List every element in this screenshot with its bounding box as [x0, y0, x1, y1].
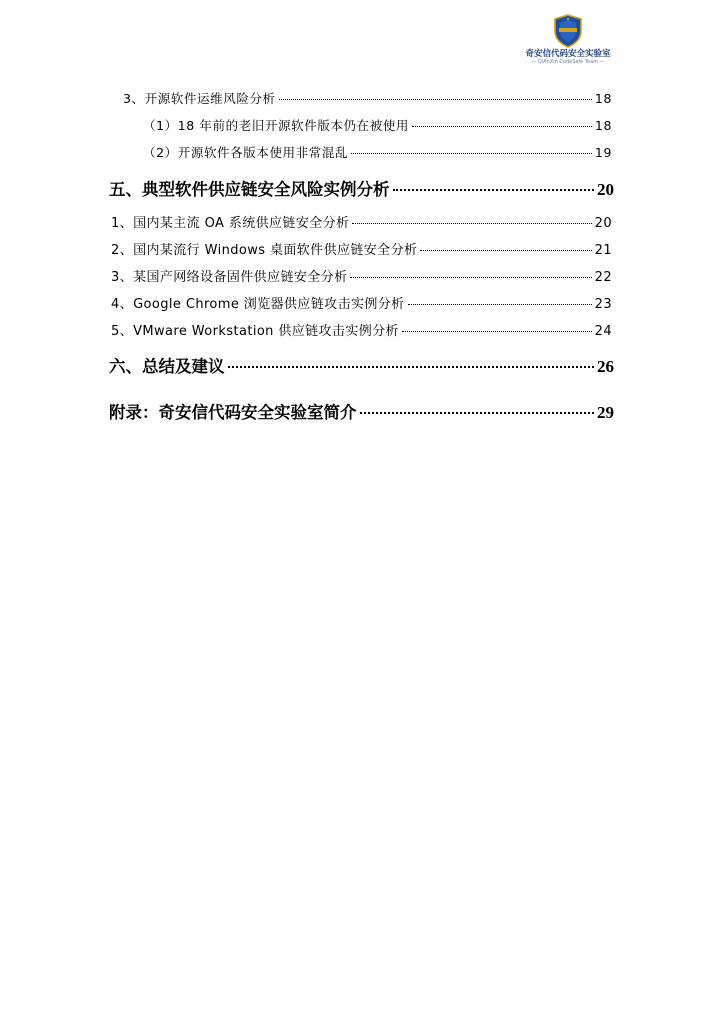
- toc-chapter[interactable]: [109, 399, 614, 423]
- toc-chapter-title: 六、总结及建议: [109, 357, 225, 376]
- dot-leader: [408, 304, 592, 305]
- dot-leader: [279, 99, 592, 100]
- toc-entry[interactable]: [143, 143, 612, 161]
- toc-chapter-page: 26: [597, 357, 614, 376]
- toc-chapter-page: 20: [597, 180, 614, 199]
- toc-chapter-title: 五、典型软件供应链安全风险实例分析: [109, 180, 390, 199]
- toc-entry-title: 1、国内某主流 OA 系统供应链安全分析: [111, 216, 350, 231]
- toc-entry-title: （1）18 年前的老旧开源软件版本仍在被使用: [143, 118, 410, 133]
- toc-entry-title: 5、VMware Workstation 供应链攻击实例分析: [111, 324, 399, 339]
- toc-entry-page: 21: [594, 243, 612, 258]
- toc-entry[interactable]: [111, 293, 612, 312]
- toc-entry-title: 2、国内某流行 Windows 桌面软件供应链安全分析: [111, 243, 418, 258]
- toc-entry-title: 3、开源软件运维风险分析: [123, 91, 276, 106]
- dot-leader: [351, 153, 592, 154]
- toc-entry-title: 4、Google Chrome 浏览器供应链攻击实例分析: [111, 297, 405, 312]
- dot-leader: [393, 189, 595, 191]
- toc-entry-page: 18: [594, 91, 612, 106]
- toc-entry-title: （2）开源软件各版本使用非常混乱: [143, 145, 349, 160]
- toc-entry[interactable]: [111, 320, 612, 339]
- toc-entry[interactable]: [111, 239, 612, 258]
- toc-entry[interactable]: [143, 116, 612, 134]
- toc-chapter[interactable]: [109, 176, 614, 200]
- toc-entry-title: 3、某国产网络设备固件供应链安全分析: [111, 270, 348, 285]
- dot-leader: [360, 412, 595, 414]
- toc-chapter-title: 附录：奇安信代码安全实验室简介: [109, 403, 357, 422]
- toc-chapter-page: 29: [597, 403, 614, 422]
- toc-chapter[interactable]: [109, 353, 614, 377]
- dot-leader: [228, 366, 595, 368]
- toc-entry-page: 18: [594, 118, 612, 133]
- logo-name: 奇安信代码安全实验室: [525, 49, 611, 59]
- toc-entry[interactable]: [123, 89, 612, 107]
- toc-entry[interactable]: [111, 212, 612, 231]
- dot-leader: [402, 331, 592, 332]
- toc-entry-page: 23: [594, 297, 612, 312]
- toc-entry[interactable]: [111, 266, 612, 285]
- toc-entry-page: 19: [594, 145, 612, 160]
- dot-leader: [352, 223, 591, 224]
- dot-leader: [420, 250, 591, 251]
- toc-entry-page: 22: [594, 270, 612, 285]
- toc-entry-page: 20: [594, 216, 612, 231]
- dot-leader: [350, 277, 591, 278]
- dot-leader: [412, 126, 592, 127]
- logo-subtitle: — QiAnXin CodeSafe Team —: [531, 59, 605, 65]
- toc-entry-page: 24: [594, 324, 612, 339]
